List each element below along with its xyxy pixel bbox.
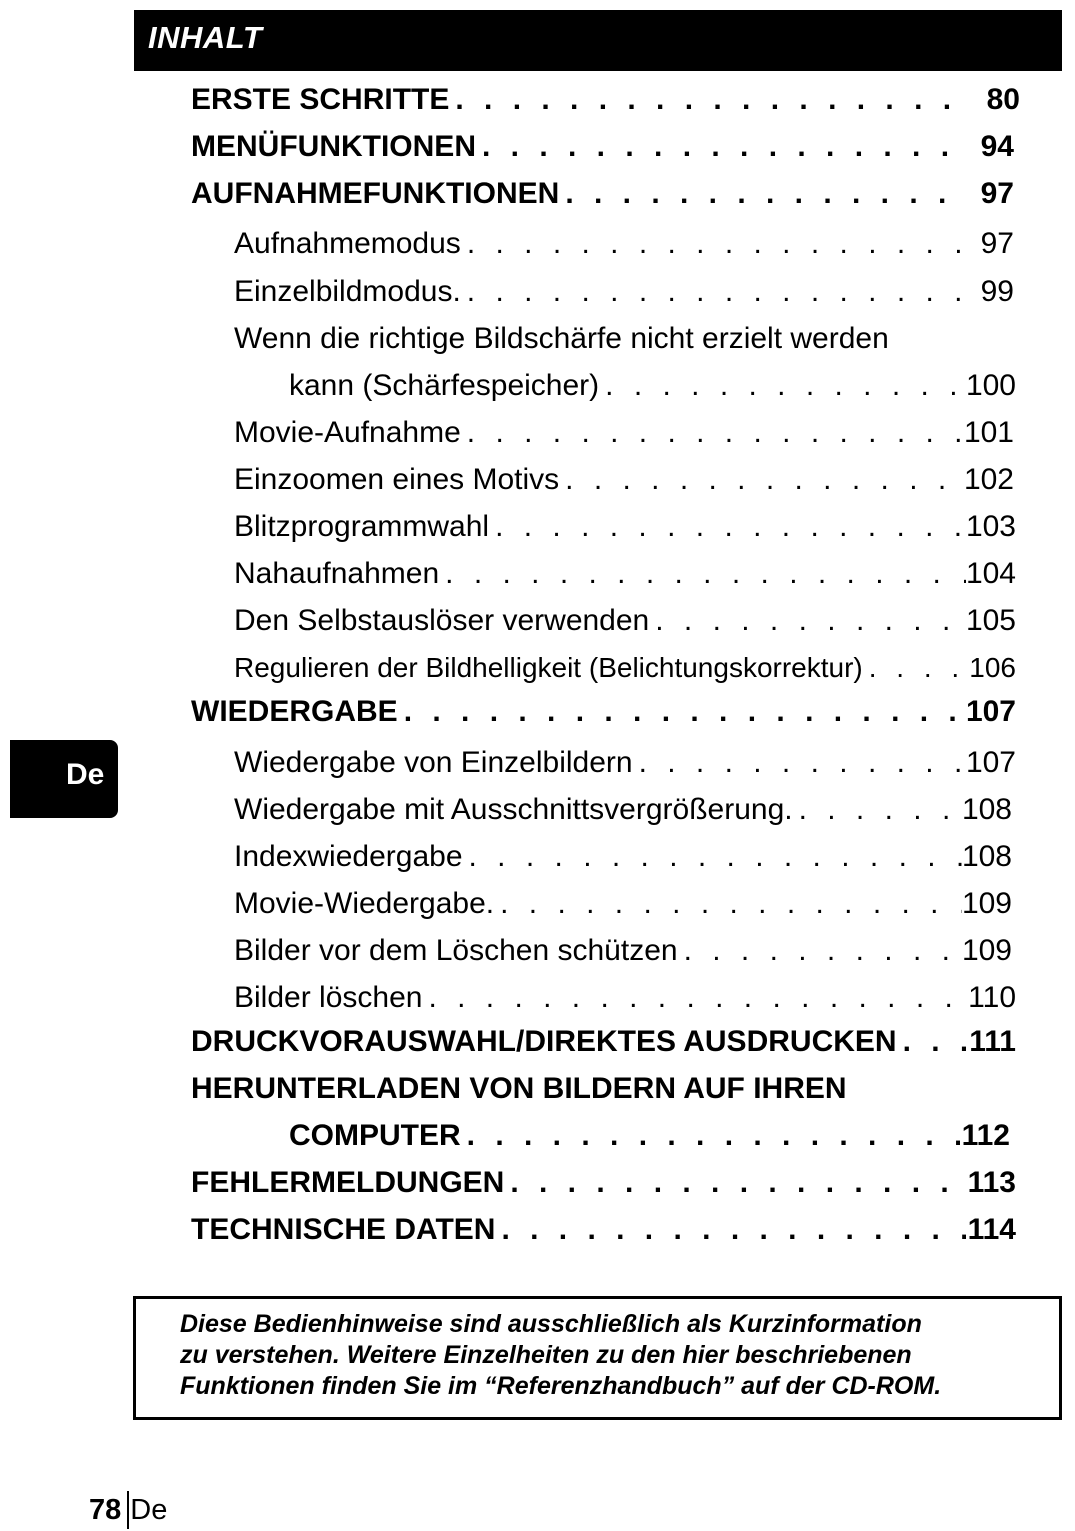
toc-entry-title: Aufnahmemodus bbox=[234, 227, 461, 260]
language-tab bbox=[10, 740, 118, 818]
toc-entry-ausschnittsvergroesserung[interactable] bbox=[234, 790, 1012, 830]
toc-entry-page: 102 bbox=[963, 463, 1014, 496]
toc-entry-page: 108 bbox=[961, 793, 1012, 826]
toc-entry-belichtungskorrektur[interactable] bbox=[234, 648, 1016, 688]
toc-entry-schaerfespeicher[interactable] bbox=[289, 366, 1016, 406]
toc-entry-title: Movie-Wiedergabe. bbox=[234, 887, 495, 920]
toc-entry-page: 113 bbox=[967, 1166, 1016, 1199]
note-text bbox=[180, 1309, 1040, 1402]
toc-entry-title: Nahaufnahmen bbox=[234, 557, 440, 590]
toc-entry-indexwiedergabe[interactable] bbox=[234, 837, 1012, 877]
toc-entry-page: 103 bbox=[965, 510, 1016, 543]
toc-entry-page: 105 bbox=[965, 604, 1016, 637]
toc-entry-selbstausloeser[interactable] bbox=[234, 601, 1016, 641]
toc-entry-einzoomen[interactable] bbox=[234, 460, 1014, 500]
toc-entry-page: 101 bbox=[963, 416, 1014, 449]
toc-entry-nahaufnahmen[interactable] bbox=[234, 554, 1016, 594]
note-line: zu verstehen. Weitere Einzelheiten zu den hier beschriebenen bbox=[180, 1341, 912, 1369]
toc-entry-title-wrapped[interactable]: HERUNTERLADEN VON BILDERN AUF IHREN bbox=[191, 1072, 847, 1105]
toc-leader-dots bbox=[793, 790, 962, 830]
toc-leader-dots bbox=[461, 413, 964, 453]
toc-entry-page: 111 bbox=[969, 1025, 1016, 1058]
toc-entry-erste-schritte[interactable] bbox=[191, 80, 1020, 120]
note-line: Funktionen finden Sie im “Referenzhandbuch” auf der CD-ROM. bbox=[180, 1372, 942, 1400]
language-tab-label: De bbox=[66, 758, 105, 791]
toc-entry-title: Regulieren der Bildhelligkeit (Belichtungskorrektur) bbox=[234, 652, 863, 683]
toc-entry-technische-daten[interactable] bbox=[191, 1210, 1016, 1250]
toc-leader-dots bbox=[678, 931, 962, 971]
toc-entry-page: 107 bbox=[965, 695, 1016, 728]
toc-entry-einzelbilder[interactable] bbox=[234, 743, 1016, 783]
toc-leader-dots bbox=[495, 1210, 966, 1250]
toc-entry-page: 97 bbox=[980, 177, 1014, 210]
toc-entry-page: 109 bbox=[961, 934, 1012, 967]
toc-entry-page: 108 bbox=[961, 840, 1012, 873]
toc-leader-dots bbox=[439, 554, 966, 594]
toc-entry-title-wrapped[interactable]: Wenn die richtige Bildschärfe nicht erzielt werden bbox=[234, 322, 889, 355]
toc-entry-title: Movie-Aufnahme bbox=[234, 416, 461, 449]
toc-entry-page: 104 bbox=[965, 557, 1016, 590]
toc-entry-title: FEHLERMELDUNGEN bbox=[191, 1166, 505, 1199]
toc-leader-dots bbox=[449, 80, 970, 120]
toc-entry-aufnahmefunktionen[interactable] bbox=[191, 174, 1014, 214]
toc-leader-dots bbox=[897, 1022, 966, 1062]
toc-entry-page: 97 bbox=[980, 227, 1014, 260]
toc-entry-movie-aufnahme[interactable] bbox=[234, 413, 1014, 453]
toc-entry-menuefunktionen[interactable] bbox=[191, 127, 1014, 167]
toc-entry-title: kann (Schärfespeicher) bbox=[289, 369, 600, 402]
toc-entry-title: Bilder löschen bbox=[234, 981, 423, 1014]
note-line: Diese Bedienhinweise sind ausschließlich als Kurzinformation bbox=[180, 1310, 922, 1338]
toc-entry-title: Einzoomen eines Motivs bbox=[234, 463, 560, 496]
toc-leader-dots bbox=[422, 978, 966, 1018]
note-box bbox=[133, 1296, 1062, 1420]
toc-entry-title: WIEDERGABE bbox=[191, 695, 398, 728]
toc-leader-dots bbox=[461, 1116, 960, 1156]
toc-leader-dots bbox=[599, 366, 966, 406]
toc-leader-dots bbox=[463, 837, 962, 877]
toc-entry-title: TECHNISCHE DATEN bbox=[191, 1213, 496, 1246]
page-title: INHALT bbox=[148, 20, 263, 55]
footer-language: De bbox=[130, 1493, 168, 1526]
footer-divider bbox=[127, 1491, 129, 1529]
toc-entry-page: 80 bbox=[986, 83, 1020, 116]
toc-entry-title: COMPUTER bbox=[289, 1119, 461, 1152]
toc-entry-einzelbildmodus[interactable] bbox=[234, 272, 1014, 312]
toc-leader-dots bbox=[461, 272, 964, 312]
toc-leader-dots bbox=[633, 743, 966, 783]
toc-entry-computer[interactable] bbox=[289, 1116, 1010, 1156]
toc-leader-dots bbox=[494, 884, 962, 924]
toc-entry-page: 100 bbox=[965, 369, 1016, 402]
toc-entry-title: DRUCKVORAUSWAHL/DIREKTES AUSDRUCKEN bbox=[191, 1025, 897, 1058]
toc-entry-page: 114 bbox=[967, 1213, 1016, 1246]
toc-entry-wiedergabe[interactable] bbox=[191, 692, 1016, 732]
toc-entry-title: Bilder vor dem Löschen schützen bbox=[234, 934, 678, 967]
toc-entry-page: 112 bbox=[961, 1119, 1010, 1152]
toc-entry-page: 107 bbox=[965, 746, 1016, 779]
toc-entry-page: 94 bbox=[980, 130, 1014, 163]
toc-entry-druckvorauswahl[interactable] bbox=[191, 1022, 1016, 1062]
toc-entry-title: Den Selbstauslöser verwenden bbox=[234, 604, 650, 637]
toc-entry-blitzprogrammwahl[interactable] bbox=[234, 507, 1016, 547]
toc-entry-title: Wiedergabe mit Ausschnittsvergrößerung. bbox=[234, 793, 793, 826]
toc-entry-page: 106 bbox=[969, 652, 1016, 683]
toc-leader-dots bbox=[504, 1163, 966, 1203]
toc-leader-dots bbox=[863, 648, 966, 688]
toc-leader-dots bbox=[476, 127, 964, 167]
toc-entry-title: Wiedergabe von Einzelbildern bbox=[234, 746, 633, 779]
footer-page-number: 78 bbox=[89, 1493, 122, 1526]
toc-leader-dots bbox=[559, 174, 964, 214]
header-bar bbox=[134, 10, 1062, 71]
toc-entry-aufnahmemodus[interactable] bbox=[234, 224, 1014, 264]
toc-leader-dots bbox=[489, 507, 966, 547]
toc-entry-bilder-loeschen[interactable] bbox=[234, 978, 1016, 1018]
toc-leader-dots bbox=[398, 692, 966, 732]
toc-entry-title: Indexwiedergabe bbox=[234, 840, 463, 873]
toc-entry-title: Blitzprogrammwahl bbox=[234, 510, 490, 543]
toc-leader-dots bbox=[649, 601, 966, 641]
page-footer bbox=[89, 1490, 167, 1530]
toc-entry-title: AUFNAHMEFUNKTIONEN bbox=[191, 177, 560, 210]
toc-entry-movie-wiedergabe[interactable] bbox=[234, 884, 1012, 924]
toc-entry-page: 99 bbox=[980, 275, 1014, 308]
toc-entry-fehlermeldungen[interactable] bbox=[191, 1163, 1016, 1203]
toc-entry-page: 110 bbox=[968, 981, 1016, 1014]
toc-entry-loeschschutz[interactable] bbox=[234, 931, 1012, 971]
toc-entry-title: MENÜFUNKTIONEN bbox=[191, 130, 476, 163]
toc-entry-title: ERSTE SCHRITTE bbox=[191, 83, 450, 116]
toc-entry-page: 109 bbox=[961, 887, 1012, 920]
toc-leader-dots bbox=[559, 460, 964, 500]
toc-entry-title: Einzelbildmodus. bbox=[234, 275, 461, 308]
toc-leader-dots bbox=[461, 224, 964, 264]
